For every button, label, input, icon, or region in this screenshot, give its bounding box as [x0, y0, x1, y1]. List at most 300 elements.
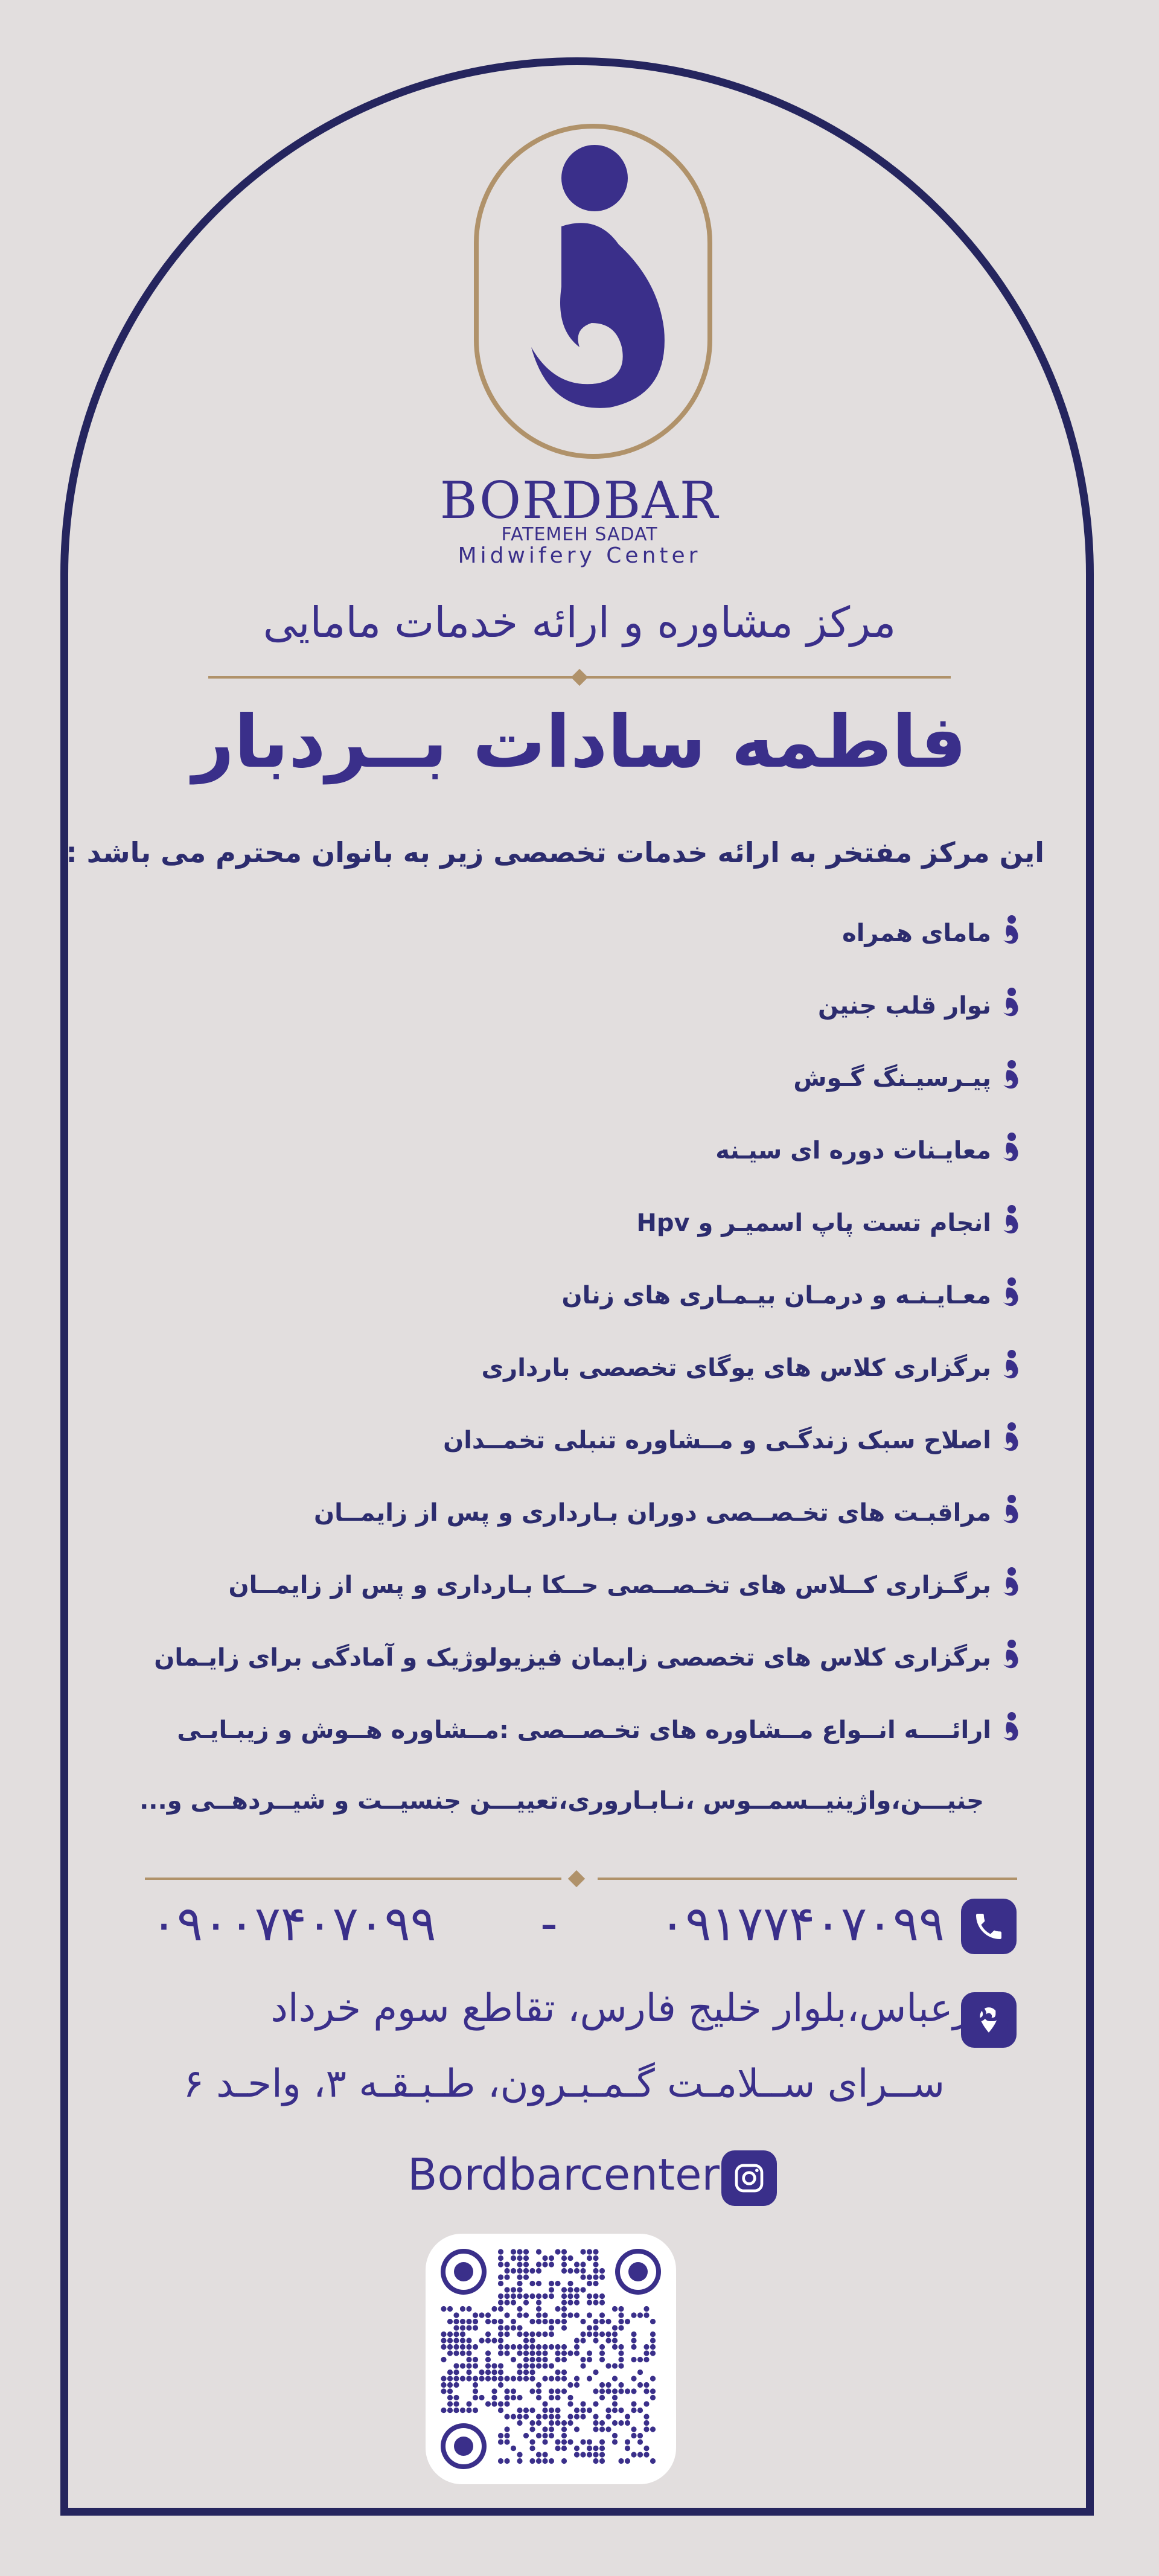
qr-module [491, 2370, 497, 2375]
qr-module [555, 2306, 560, 2312]
service-item [818, 987, 1021, 1024]
qr-module [567, 2382, 573, 2388]
qr-module [561, 2255, 567, 2261]
qr-module [536, 2452, 541, 2457]
qr-module [498, 2350, 503, 2356]
qr-module [618, 2306, 624, 2312]
qr-module [523, 2338, 529, 2343]
qr-module [561, 2370, 567, 2375]
qr-module [605, 2414, 611, 2419]
logo-bullet-icon [1000, 1349, 1021, 1387]
qr-module [466, 2357, 471, 2362]
qr-module [498, 2306, 503, 2312]
qr-module [612, 2401, 618, 2406]
qr-module [517, 2395, 522, 2400]
qr-module [631, 2376, 636, 2381]
qr-module [618, 2363, 624, 2368]
qr-module [517, 2408, 522, 2413]
qr-module [504, 2414, 509, 2419]
qr-module [523, 2433, 529, 2438]
qr-module [511, 2268, 516, 2274]
qr-module [618, 2382, 624, 2388]
qr-module [555, 2414, 560, 2419]
qr-module [542, 2255, 548, 2261]
qr-module [453, 2376, 459, 2381]
qr-module [542, 2401, 548, 2406]
qr-module [599, 2350, 605, 2356]
qr-module [612, 2325, 618, 2330]
qr-module [491, 2376, 497, 2381]
qr-module [498, 2249, 503, 2254]
qr-module [517, 2325, 522, 2330]
qr-module [561, 2312, 567, 2318]
qr-module [631, 2332, 636, 2337]
qr-module [523, 2363, 529, 2368]
qr-module [549, 2281, 554, 2286]
qr-module [561, 2376, 567, 2381]
qr-module [542, 2261, 548, 2267]
qr-module [529, 2344, 535, 2350]
qr-module [580, 2268, 586, 2274]
service-label: برگـزاری کــلاس های تخـصــصی حــکا بـارداری و پس از زایمــان [228, 1571, 991, 1599]
qr-module [453, 2363, 459, 2368]
qr-module [498, 2376, 503, 2381]
qr-module [536, 2261, 541, 2267]
qr-module [561, 2426, 567, 2432]
qr-module [504, 2293, 509, 2299]
qr-module [555, 2249, 560, 2254]
qr-module [498, 2370, 503, 2375]
qr-module [536, 2420, 541, 2426]
qr-module [453, 2370, 459, 2375]
qr-module [523, 2293, 529, 2299]
qr-module [631, 2452, 636, 2457]
address-line-1: بندرعباس،بلوار خلیج فارس، تقاطع سوم خرداد [270, 1986, 1014, 2031]
qr-module [574, 2293, 580, 2299]
qr-module [529, 2338, 535, 2343]
qr-module [549, 2395, 554, 2400]
qr-module [447, 2370, 453, 2375]
qr-module [523, 2350, 529, 2356]
qr-module [555, 2370, 560, 2375]
service-item [562, 1277, 1021, 1314]
qr-module [643, 2420, 649, 2426]
qr-module [460, 2319, 465, 2324]
qr-module [479, 2376, 484, 2381]
qr-module [549, 2332, 554, 2337]
divider [145, 1878, 561, 1880]
qr-module [498, 2319, 503, 2324]
qr-module [517, 2287, 522, 2292]
qr-module [504, 2395, 509, 2400]
qr-module [536, 2332, 541, 2337]
qr-module [561, 2446, 567, 2451]
qr-module [567, 2395, 573, 2400]
qr-module [536, 2458, 541, 2464]
qr-module [555, 2446, 560, 2451]
qr-module [523, 2370, 529, 2375]
qr-module [447, 2306, 453, 2312]
phone-number-1[interactable]: ۰۹۱۷۷۴۰۷۰۹۹ [659, 1896, 945, 1952]
qr-module [542, 2344, 548, 2350]
qr-module [529, 2281, 535, 2286]
qr-module [529, 2268, 535, 2274]
qr-module [511, 2287, 516, 2292]
qr-module [549, 2388, 554, 2394]
qr-module [587, 2293, 592, 2299]
qr-module [517, 2312, 522, 2318]
qr-module [491, 2363, 497, 2368]
qr-module [479, 2312, 484, 2318]
qr-module [536, 2414, 541, 2419]
intro-text: این مرکز مفتخر به ارائه خدمات تخصصی زیر به بانوان محترم می باشد : [66, 836, 1044, 869]
qr-module [536, 2293, 541, 2299]
qr-module [453, 2408, 459, 2413]
qr-module [587, 2408, 592, 2413]
qr-module [517, 2350, 522, 2356]
service-label: برگزاری کلاس های تخصصی زایمان فیزیولوژیک و آمادگی برای زایـمان [154, 1644, 991, 1672]
qr-module [612, 2439, 618, 2444]
qr-module [441, 2376, 446, 2381]
qr-module [574, 2350, 580, 2356]
qr-module [549, 2344, 554, 2350]
qr-module [504, 2376, 509, 2381]
qr-module [625, 2414, 630, 2419]
qr-module [523, 2408, 529, 2413]
qr-module [549, 2433, 554, 2438]
qr-module [580, 2319, 586, 2324]
phone-separator: - [540, 1896, 560, 1952]
qr-module [574, 2426, 580, 2432]
qr-module [605, 2388, 611, 2394]
qr-module [460, 2325, 465, 2330]
qr-module [504, 2433, 509, 2438]
qr-module [498, 2401, 503, 2406]
qr-module [517, 2370, 522, 2375]
qr-module [511, 2300, 516, 2305]
qr-module [593, 2452, 598, 2457]
service-item [177, 1711, 1021, 1749]
qr-module [460, 2408, 465, 2413]
qr-module [517, 2306, 522, 2312]
qr-module [498, 2274, 503, 2280]
qr-module [453, 2350, 459, 2356]
qr-module [555, 2376, 560, 2381]
qr-module [605, 2426, 611, 2432]
qr-module [485, 2319, 491, 2324]
qr-module [580, 2287, 586, 2292]
qr-module [498, 2255, 503, 2261]
qr-module [574, 2414, 580, 2419]
qr-module [498, 2363, 503, 2368]
qr-module [529, 2363, 535, 2368]
service-label: معایـنات دوره ای سیـنه [715, 1137, 991, 1165]
qr-module [441, 2408, 446, 2413]
qr-module [637, 2452, 643, 2457]
qr-module [504, 2332, 509, 2337]
qr-module [650, 2426, 656, 2432]
qr-module [650, 2338, 656, 2343]
qr-module [447, 2344, 453, 2350]
logo-bullet-icon [1000, 1422, 1021, 1459]
services-continued: جنیـــن،واژینیــسمــوس ،نـابـاروری،تعییـــن جنسیــت و شیــردهــی و... [139, 1787, 984, 1815]
qr-module [498, 2261, 503, 2267]
qr-module [593, 2401, 598, 2406]
qr-module [473, 2363, 478, 2368]
qr-module [529, 2293, 535, 2299]
qr-module [618, 2325, 624, 2330]
qr-module [523, 2300, 529, 2305]
qr-module [453, 2325, 459, 2330]
instagram-icon[interactable] [721, 2150, 777, 2206]
service-label: معـایـنـه و درمـان بیـمـاری های زنان [561, 1282, 991, 1309]
qr-module [587, 2376, 592, 2381]
qr-module [587, 2300, 592, 2305]
qr-module [599, 2458, 605, 2464]
service-label: ارائــــه انــواع مــشاوره های تخـصــصی :مــشاوره هــوش و زیبـایـی [177, 1716, 991, 1744]
qr-module [561, 2319, 567, 2324]
qr-module [643, 2414, 649, 2419]
qr-module [643, 2426, 649, 2432]
qr-module [517, 2268, 522, 2274]
qr-module [504, 2426, 509, 2432]
qr-module [536, 2268, 541, 2274]
service-item [482, 1349, 1022, 1387]
qr-module [453, 2338, 459, 2343]
qr-module [542, 2376, 548, 2381]
qr-module [441, 2388, 446, 2394]
qr-module [511, 2344, 516, 2350]
qr-module [511, 2414, 516, 2419]
qr-module [561, 2249, 567, 2254]
qr-module [447, 2319, 453, 2324]
qr-module [511, 2376, 516, 2381]
qr-module [517, 2274, 522, 2280]
qr-module [460, 2363, 465, 2368]
qr-module [650, 2458, 656, 2464]
qr-module [453, 2395, 459, 2400]
qr-module [447, 2376, 453, 2381]
qr-module [542, 2357, 548, 2362]
qr-module [555, 2395, 560, 2400]
qr-module [580, 2439, 586, 2444]
qr-module [574, 2376, 580, 2381]
qr-module [511, 2319, 516, 2324]
logo-tagline: Midwifery Center [458, 543, 701, 568]
qr-module [542, 2312, 548, 2318]
service-item [228, 1567, 1021, 1604]
qr-module [549, 2261, 554, 2267]
qr-module [447, 2350, 453, 2356]
qr-module [453, 2344, 459, 2350]
qr-module [504, 2287, 509, 2292]
qr-module [599, 2439, 605, 2444]
qr-module [593, 2293, 598, 2299]
qr-module [504, 2312, 509, 2318]
qr-module [523, 2255, 529, 2261]
qr-module [536, 2395, 541, 2400]
qr-module [637, 2357, 643, 2362]
qr-module [643, 2344, 649, 2350]
logo-bullet-icon [1000, 1132, 1021, 1169]
qr-module [618, 2357, 624, 2362]
qr-module [504, 2439, 509, 2444]
qr-module [593, 2446, 598, 2451]
logo-mother-icon [507, 130, 682, 432]
phone-number-2[interactable]: ۰۹۰۰۷۴۰۷۰۹۹ [151, 1896, 436, 1952]
qr-module [650, 2319, 656, 2324]
qr-module [453, 2312, 459, 2318]
qr-module [460, 2332, 465, 2337]
logo-bullet-icon [1000, 1059, 1021, 1097]
logo-bullet-icon [1000, 1639, 1021, 1676]
qr-module [605, 2332, 611, 2337]
qr-module [529, 2458, 535, 2464]
qr-module [460, 2338, 465, 2343]
qr-module [561, 2388, 567, 2394]
qr-module [599, 2357, 605, 2362]
qr-module [643, 2357, 649, 2362]
qr-module [599, 2420, 605, 2426]
qr-module [517, 2332, 522, 2337]
service-label: اصلاح سبک زندگـی و مــشاوره تنبلی تخمــدان [443, 1427, 991, 1454]
qr-module [599, 2274, 605, 2280]
qr-module [612, 2332, 618, 2337]
qr-module [643, 2388, 649, 2394]
qr-module [567, 2420, 573, 2426]
qr-module [529, 2376, 535, 2381]
qr-module [479, 2338, 484, 2343]
qr-module [473, 2395, 478, 2400]
qr-module [517, 2261, 522, 2267]
qr-module [473, 2382, 478, 2388]
qr-module [485, 2357, 491, 2362]
qr-module [542, 2363, 548, 2368]
qr-module [605, 2408, 611, 2413]
qr-module [485, 2350, 491, 2356]
qr-module [504, 2261, 509, 2267]
qr-module [498, 2344, 503, 2350]
instagram-handle[interactable]: Bordbarcenter [407, 2149, 720, 2200]
qr-module [441, 2357, 446, 2362]
qr-module [587, 2325, 592, 2330]
service-item [636, 1204, 1021, 1242]
qr-module [599, 2332, 605, 2337]
qr-module [574, 2452, 580, 2457]
qr-module [643, 2350, 649, 2356]
qr-module [605, 2382, 611, 2388]
qr-module [491, 2401, 497, 2406]
qr-module [485, 2363, 491, 2368]
qr-module [618, 2408, 624, 2413]
qr-module [625, 2420, 630, 2426]
qr-module [523, 2414, 529, 2419]
qr-module [504, 2344, 509, 2350]
qr-module [441, 2338, 446, 2343]
qr-module [523, 2312, 529, 2318]
qr-module [511, 2293, 516, 2299]
qr-module [555, 2344, 560, 2350]
qr-module [466, 2306, 471, 2312]
qr-module [491, 2338, 497, 2343]
service-label: پیـرسیـنگ گـوش [793, 1064, 991, 1092]
qr-module [549, 2325, 554, 2330]
qr-module [599, 2319, 605, 2324]
qr-module [580, 2401, 586, 2406]
service-label: نوار قلب جنین [817, 992, 991, 1020]
qr-module [542, 2414, 548, 2419]
qr-module [631, 2312, 636, 2318]
qr-module [517, 2249, 522, 2254]
qr-module [549, 2414, 554, 2419]
qr-module [536, 2281, 541, 2286]
qr-module [491, 2388, 497, 2394]
qr-module [650, 2344, 656, 2350]
qr-module [517, 2414, 522, 2419]
qr-module [542, 2319, 548, 2324]
qr-module [536, 2344, 541, 2350]
qr-module [593, 2325, 598, 2330]
qr-module [555, 2408, 560, 2413]
qr-module [517, 2255, 522, 2261]
qr-module [561, 2306, 567, 2312]
qr-module [536, 2350, 541, 2356]
qr-module [517, 2293, 522, 2299]
logo-brand: BORDBAR [439, 471, 720, 530]
qr-module [479, 2395, 484, 2400]
qr-module [599, 2344, 605, 2350]
qr-module [441, 2332, 446, 2337]
qr-module [631, 2433, 636, 2438]
qr-module [593, 2370, 598, 2375]
address-line-2: ســرای ســلامـت گـمـبـرون، طـبـقـه ۳، واحـد ۶ [183, 2062, 945, 2106]
qr-module [460, 2344, 465, 2350]
qr-module [580, 2452, 586, 2457]
qr-module [498, 2293, 503, 2299]
qr-module [460, 2306, 465, 2312]
qr-module [587, 2350, 592, 2356]
phone-icon [961, 1899, 1017, 1954]
qr-module [453, 2332, 459, 2337]
qr-module [637, 2312, 643, 2318]
qr-module [498, 2439, 503, 2444]
qr-module [625, 2388, 630, 2394]
qr-module [441, 2382, 446, 2388]
qr-module [447, 2388, 453, 2394]
qr-code[interactable] [426, 2234, 676, 2484]
qr-module [498, 2300, 503, 2305]
qr-module [567, 2439, 573, 2444]
qr-module [587, 2452, 592, 2457]
qr-module [549, 2287, 554, 2292]
qr-module [631, 2357, 636, 2362]
qr-module [485, 2370, 491, 2375]
qr-module [599, 2388, 605, 2394]
qr-module [587, 2281, 592, 2286]
qr-module [485, 2312, 491, 2318]
qr-module [536, 2249, 541, 2254]
qr-module [625, 2439, 630, 2444]
qr-module [529, 2408, 535, 2413]
qr-module [466, 2363, 471, 2368]
qr-module [529, 2426, 535, 2432]
logo-bullet-icon [1000, 1277, 1021, 1314]
qr-module [511, 2446, 516, 2451]
qr-module [466, 2376, 471, 2381]
qr-module [536, 2306, 541, 2312]
qr-module [593, 2420, 598, 2426]
qr-module [599, 2312, 605, 2318]
